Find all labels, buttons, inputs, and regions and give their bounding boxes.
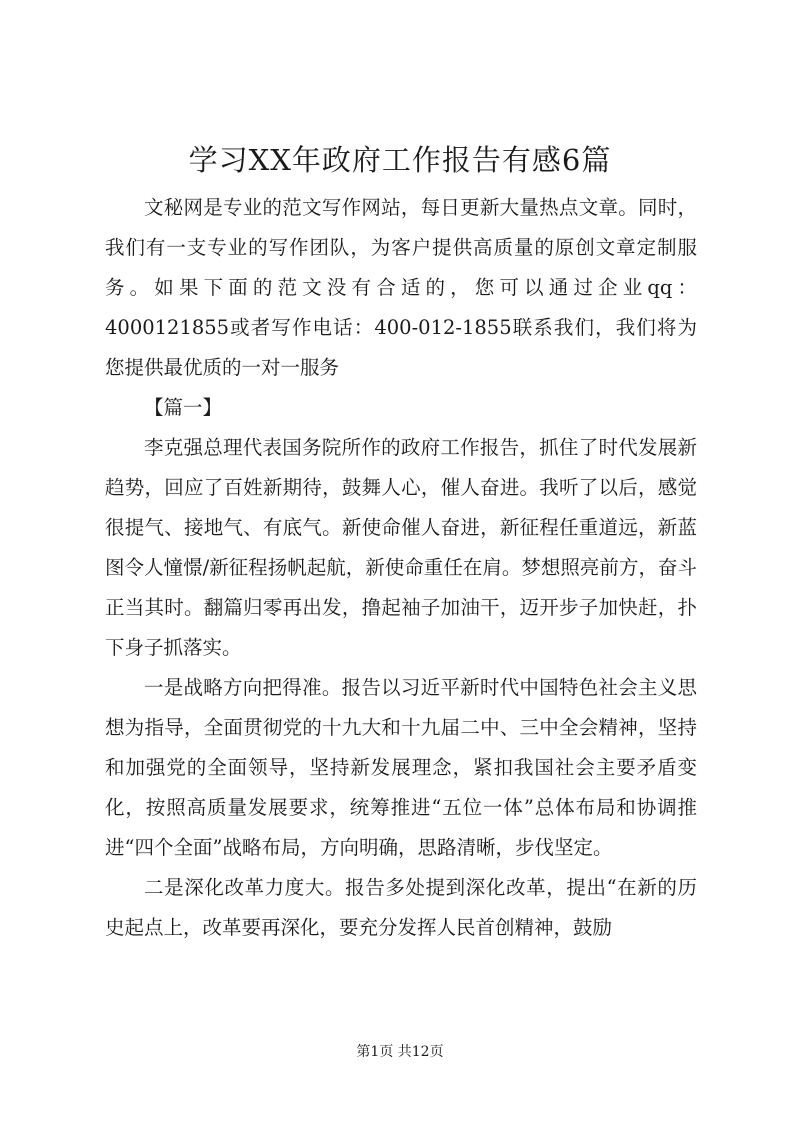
body-paragraph: 二是深化改革力度大。报告多处提到深化改革，提出“在新的历史起点上，改革要再深化，要充分发挥人民首创精神，鼓励 — [105, 876, 697, 939]
page-number: 第1页 共12页 — [356, 1044, 444, 1060]
document-body — [105, 188, 697, 948]
section-heading: 【篇一】 — [144, 396, 223, 419]
body-paragraph: 李克强总理代表国务院所作的政府工作报告，抓住了时代发展新趋势，回应了百姓新期待，鼓舞人心，催人奋进。我听了以后，感觉很提气、接地气、有底气。新使命催人奋进，新征程任重道远，新蓝图令人憧憬/新征程扬帆起航，新使命重任在肩。梦想照亮前方，奋斗正当其时。翻篇归零再出发，撸起袖子加油干，迈开步子加快赶，扑下身子抓落实。 — [105, 436, 697, 659]
document-title: 学习XX年政府工作报告有感6篇 — [188, 143, 612, 177]
body-paragraph: 一是战略方向把得准。报告以习近平新时代中国特色社会主义思想为指导，全面贯彻党的十九大和十九届二中、三中全会精神，坚持和加强党的全面领导，坚持新发展理念，紧扣我国社会主要矛盾变化，按照高质量发展要求，统筹推进“五位一体”总体布局和协调推进“四个全面”战略布局，方向明确，思路清晰，步伐坚定。 — [105, 676, 697, 859]
intro-paragraph: 文秘网是专业的范文写作网站，每日更新大量热点文章。同时，我们有一支专业的写作团队，为客户提供高质量的原创文章定制服务。如果下面的范文没有合适的，您可以通过企业qq：4000121855或者写作电话：400-012-1855联系我们，我们将为您提供最优质的一对一服务 — [105, 196, 697, 379]
